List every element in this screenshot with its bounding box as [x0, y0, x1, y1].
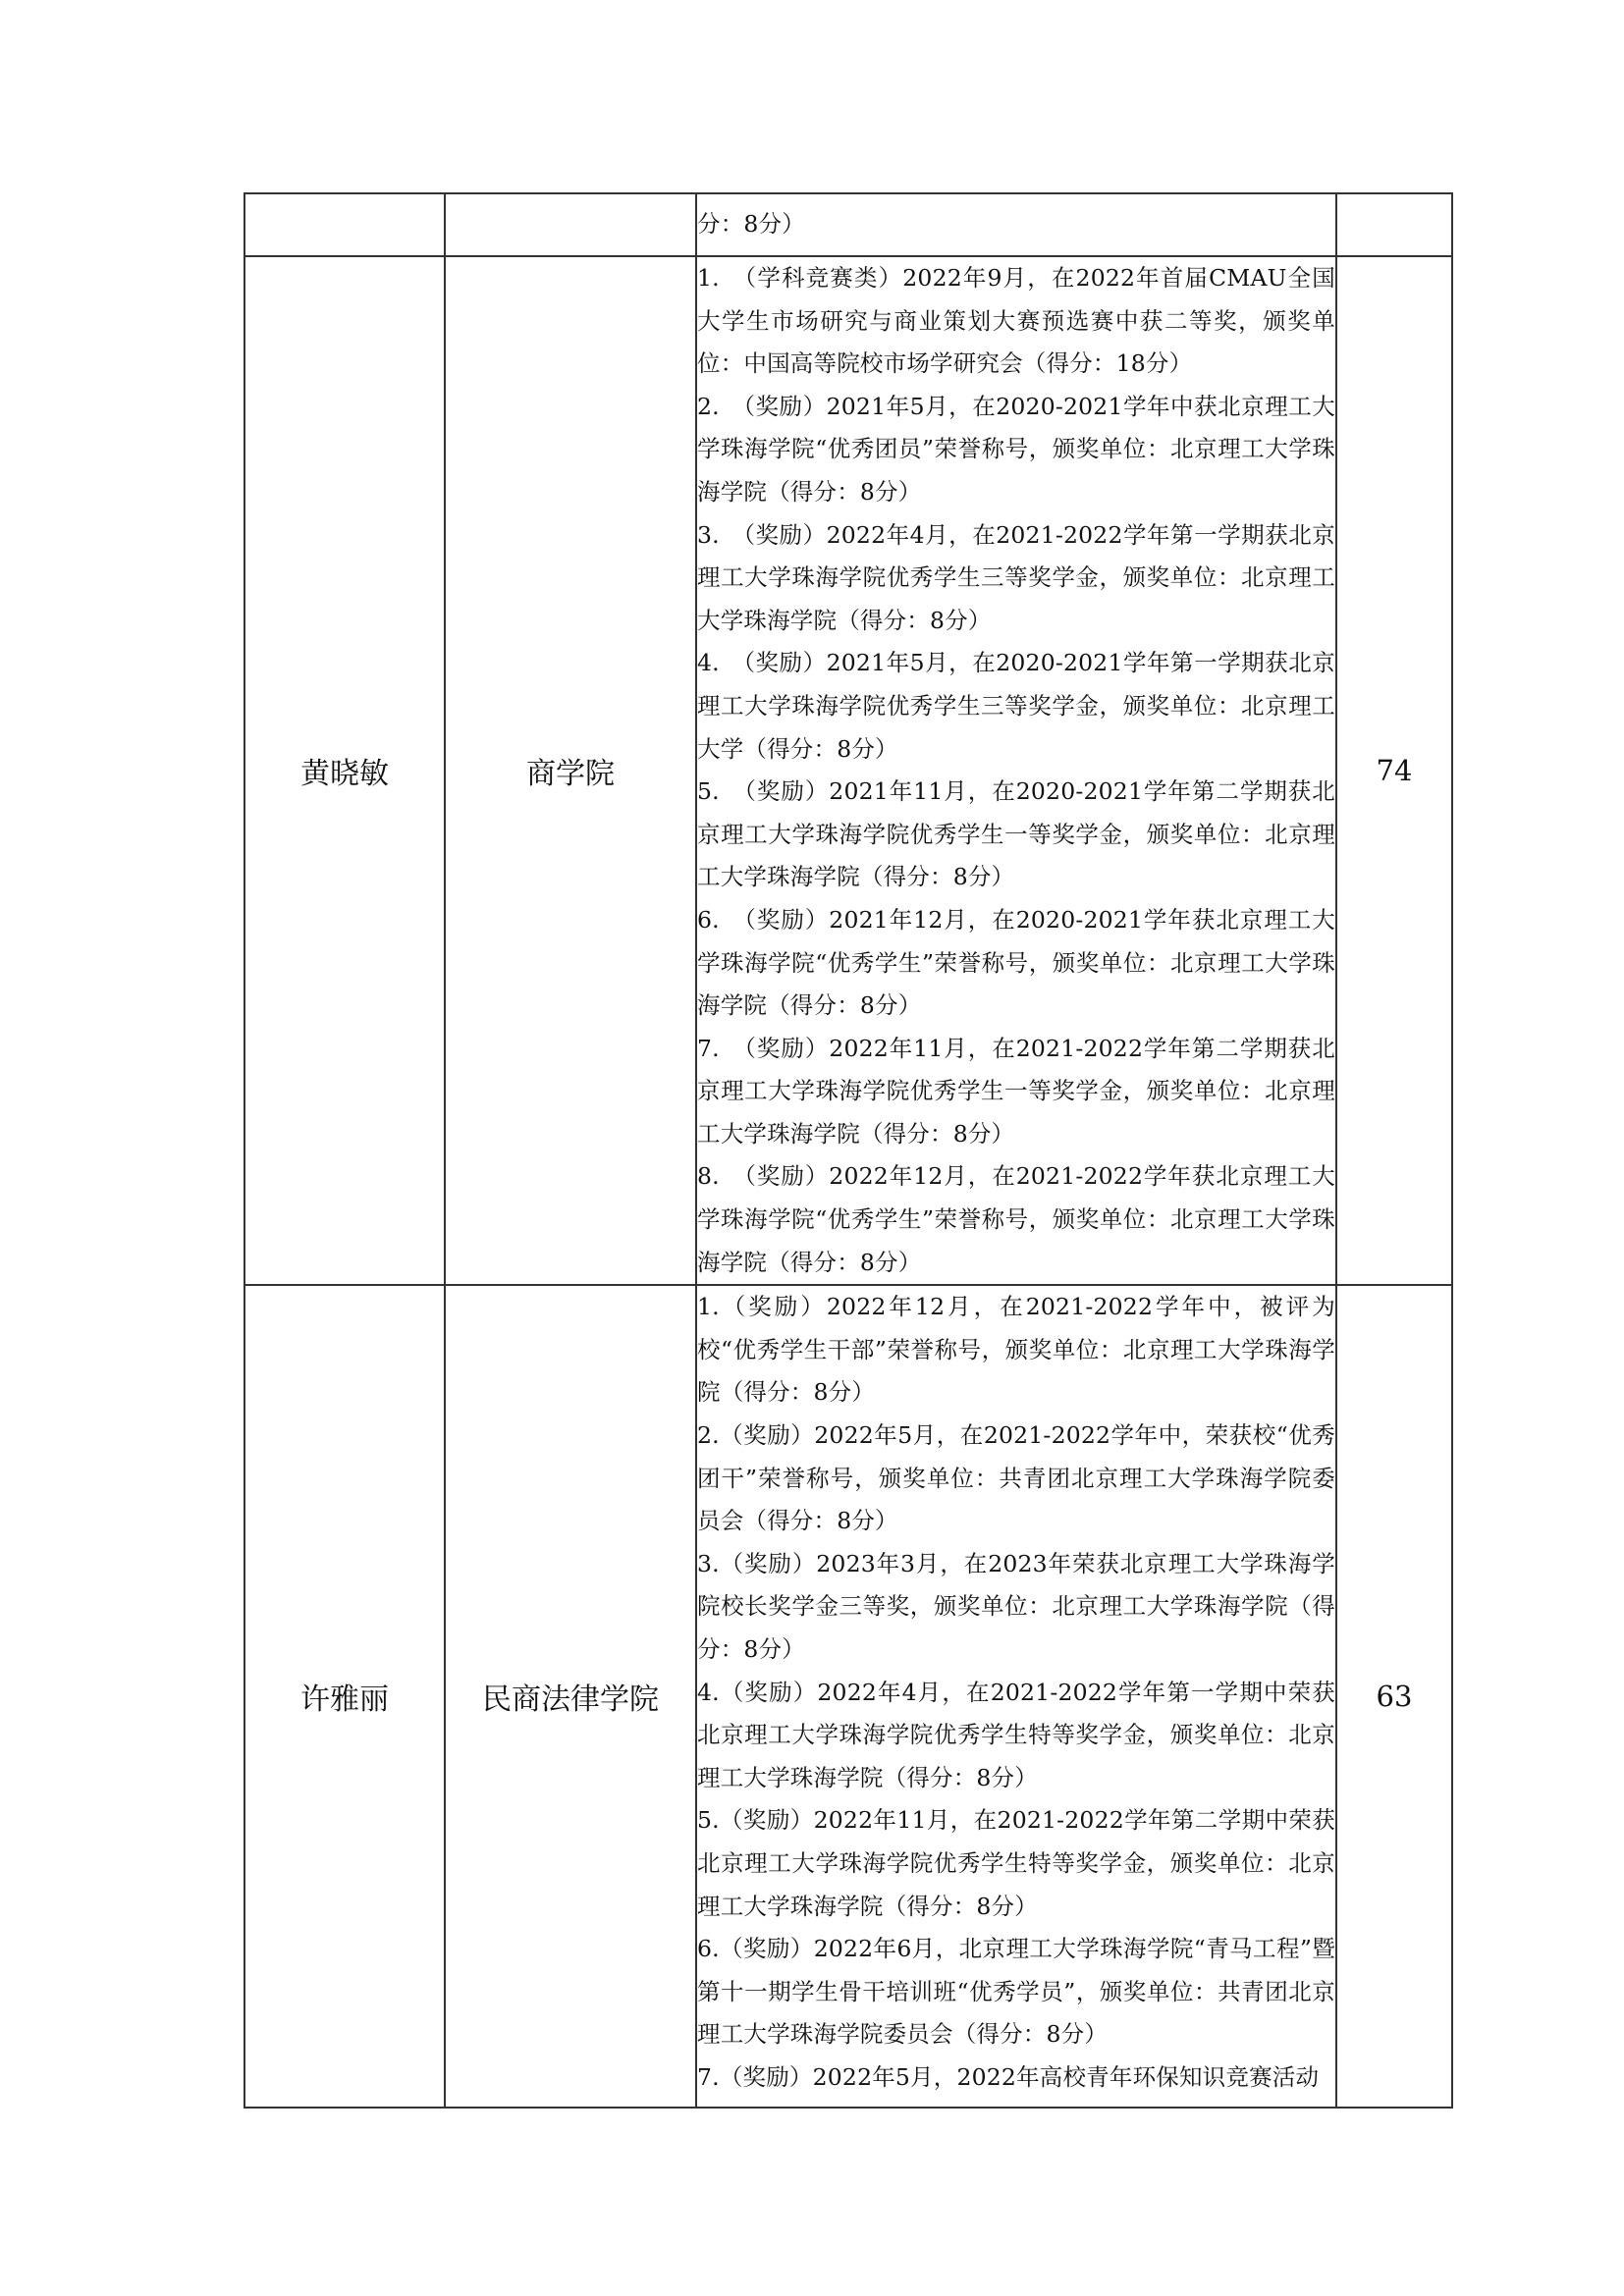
name-cell	[244, 193, 445, 256]
detail-item: 分：8分）	[697, 210, 805, 239]
detail-cell	[696, 1285, 1336, 2108]
detail-item: 3.（奖励）2023年3月，在2023年荣获北京理工大学珠海学院校长奖学金三等奖，颁奖单位：北京理工大学珠海学院（得分：8分）	[697, 1549, 1335, 1663]
college-cell: 商学院	[445, 256, 696, 1285]
detail-cell	[696, 193, 1336, 256]
score-cell	[1336, 193, 1452, 256]
detail-item: 4.（奖励）2022年4月，在2021-2022学年第一学期中荣获北京理工大学珠海学院优秀学生特等奖学金，颁奖单位：北京理工大学珠海学院（得分：8分）	[697, 1678, 1335, 1791]
detail-item: 7. （奖励）2022年11月，在2021-2022学年第二学期获北京理工大学珠海学院优秀学生一等奖学金，颁奖单位：北京理工大学珠海学院（得分：8分）	[697, 1034, 1335, 1148]
detail-item: 5. （奖励）2021年11月，在2020-2021学年第二学期获北京理工大学珠海学院优秀学生一等奖学金，颁奖单位：北京理工大学珠海学院（得分：8分）	[697, 777, 1335, 891]
detail-item: 1.（奖励）2022年12月，在2021-2022学年中，被评为校“优秀学生干部”荣誉称号，颁奖单位：北京理工大学珠海学院（得分：8分）	[697, 1293, 1335, 1407]
college-cell: 民商法律学院	[445, 1285, 696, 2108]
table-row	[244, 1285, 1452, 2108]
detail-item: 3. （奖励）2022年4月，在2021-2022学年第一学期获北京理工大学珠海学院优秀学生三等奖学金，颁奖单位：北京理工大学珠海学院（得分：8分）	[697, 520, 1335, 634]
detail-item: 8. （奖励）2022年12月，在2021-2022学年获北京理工大学珠海学院“优秀学生”荣誉称号，颁奖单位：北京理工大学珠海学院（得分：8分）	[697, 1162, 1335, 1276]
college-cell	[445, 193, 696, 256]
detail-item: 6.（奖励）2022年6月，北京理工大学珠海学院“青马工程”暨第十一期学生骨干培训班“优秀学员”，颁奖单位：共青团北京理工大学珠海学院委员会（得分：8分）	[697, 1935, 1335, 2049]
detail-item: 6. （奖励）2021年12月，在2020-2021学年获北京理工大学珠海学院“优秀学生”荣誉称号，颁奖单位：北京理工大学珠海学院（得分：8分）	[697, 905, 1335, 1020]
table-row-continued	[244, 193, 1452, 256]
score-cell: 63	[1336, 1285, 1452, 2108]
table-row	[244, 256, 1452, 1285]
detail-item: 5.（奖励）2022年11月，在2021-2022学年第二学期中荣获北京理工大学珠海学院优秀学生特等奖学金，颁奖单位：北京理工大学珠海学院（得分：8分）	[697, 1806, 1335, 1920]
score-cell: 74	[1336, 256, 1452, 1285]
name-cell: 黄晓敏	[244, 256, 445, 1285]
detail-item: 2.（奖励）2022年5月，在2021-2022学年中，荣获校“优秀团干”荣誉称号，颁奖单位：共青团北京理工大学珠海学院委员会（得分：8分）	[697, 1421, 1335, 1535]
detail-item: 2. （奖励）2021年5月，在2020-2021学年中获北京理工大学珠海学院“优秀团员”荣誉称号，颁奖单位：北京理工大学珠海学院（得分：8分）	[697, 392, 1335, 506]
detail-cell	[696, 256, 1336, 1285]
detail-item: 4. （奖励）2021年5月，在2020-2021学年第一学期获北京理工大学珠海学院优秀学生三等奖学金，颁奖单位：北京理工大学（得分：8分）	[697, 649, 1335, 763]
award-table	[244, 192, 1453, 2109]
detail-item: 7.（奖励）2022年5月，2022年高校青年环保知识竞赛活动	[697, 2062, 1320, 2091]
detail-item: 1. （学科竞赛类）2022年9月，在2022年首届CMAU全国大学生市场研究与商业策划大赛预选赛中获二等奖，颁奖单位：中国高等院校市场学研究会（得分：18分）	[697, 264, 1335, 378]
name-cell: 许雅丽	[244, 1285, 445, 2108]
